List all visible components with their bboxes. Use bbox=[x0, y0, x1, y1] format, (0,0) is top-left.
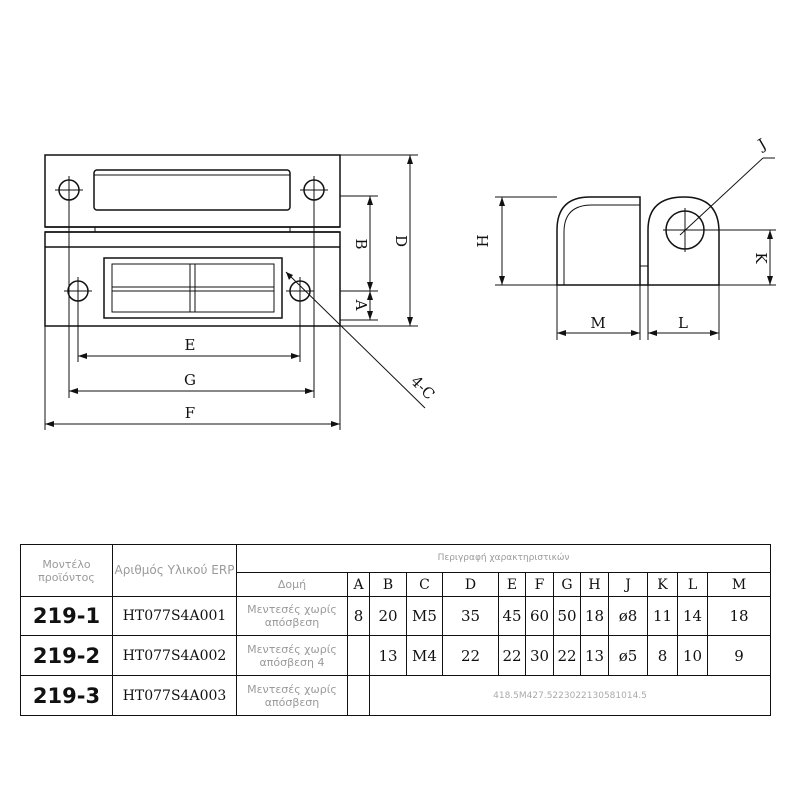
dim-label-4-C: 4-C bbox=[407, 372, 439, 404]
mounting-hole-tr bbox=[300, 176, 328, 204]
erp-number: HT077S4A001 bbox=[113, 597, 237, 636]
header-dim: B bbox=[370, 573, 407, 597]
value-cell: 50 bbox=[554, 597, 581, 636]
dim-label-E: E bbox=[184, 336, 196, 354]
header-dim: M bbox=[708, 573, 771, 597]
value-cell: 20 bbox=[370, 597, 407, 636]
value-cell: 13 bbox=[370, 636, 407, 676]
dim-label-M: M bbox=[590, 314, 606, 332]
value-cell: 13 bbox=[581, 636, 609, 676]
header-description: Περιγραφή χαρακτηριστικών bbox=[237, 545, 771, 573]
value-cell: M5 bbox=[407, 597, 443, 636]
top-leaf bbox=[45, 155, 340, 227]
header-dim: D bbox=[443, 573, 499, 597]
structure-cell: Μεντεσές χωρίς απόσβεση bbox=[237, 597, 348, 636]
value-cell: 11 bbox=[648, 597, 678, 636]
value-cell: 22 bbox=[554, 636, 581, 676]
header-structure: Δομή bbox=[237, 573, 348, 597]
header-dim: G bbox=[554, 573, 581, 597]
cross-window bbox=[104, 258, 282, 318]
header-dim: K bbox=[648, 573, 678, 597]
structure-cell: Μεντεσές χωρίς απόσβεση bbox=[237, 676, 348, 716]
value-cell bbox=[348, 676, 370, 716]
value-cell: 45 bbox=[499, 597, 526, 636]
mounting-hole-br bbox=[286, 277, 314, 305]
dim-label-D: D bbox=[392, 234, 410, 248]
faint-values-text: 418.5M427.5223022130581014.5 bbox=[370, 676, 771, 716]
mounting-hole-bl bbox=[64, 277, 92, 305]
header-model: Μοντέλο προϊόντος bbox=[21, 545, 113, 597]
erp-number: HT077S4A002 bbox=[113, 636, 237, 676]
value-cell: 30 bbox=[526, 636, 554, 676]
dim-label-G: G bbox=[184, 371, 196, 389]
spec-table bbox=[20, 544, 771, 716]
header-erp: Αριθμός Υλικού ERP bbox=[113, 545, 237, 597]
value-cell: M4 bbox=[407, 636, 443, 676]
model-number: 219-2 bbox=[21, 636, 113, 676]
value-cell: 8 bbox=[348, 597, 370, 636]
value-cell bbox=[348, 636, 370, 676]
value-cell: 9 bbox=[708, 636, 771, 676]
header-dim: H bbox=[581, 573, 609, 597]
value-cell: 14 bbox=[678, 597, 708, 636]
mounting-hole-tl bbox=[55, 176, 83, 204]
structure-cell: Μεντεσές χωρίς απόσβεση 4 bbox=[237, 636, 348, 676]
side-view bbox=[557, 197, 719, 285]
header-dim: J bbox=[609, 573, 648, 597]
dim-label-A: A bbox=[352, 299, 370, 311]
dim-label-K: K bbox=[752, 252, 770, 264]
header-dim: A bbox=[348, 573, 370, 597]
model-number: 219-3 bbox=[21, 676, 113, 716]
header-dim: F bbox=[526, 573, 554, 597]
table-row bbox=[21, 636, 771, 676]
value-cell: 22 bbox=[499, 636, 526, 676]
value-cell: 60 bbox=[526, 597, 554, 636]
dim-label-L: L bbox=[678, 314, 688, 332]
dim-label-J: J bbox=[755, 134, 770, 154]
top-leaf-slot bbox=[94, 170, 290, 210]
value-cell: ø8 bbox=[609, 597, 648, 636]
dim-label-F: F bbox=[184, 404, 196, 422]
dim-label-H: H bbox=[474, 234, 492, 248]
value-cell: 35 bbox=[443, 597, 499, 636]
value-cell: 18 bbox=[581, 597, 609, 636]
value-cell: 22 bbox=[443, 636, 499, 676]
value-cell: 8 bbox=[648, 636, 678, 676]
header-dim: E bbox=[499, 573, 526, 597]
value-cell: 10 bbox=[678, 636, 708, 676]
table-row bbox=[21, 597, 771, 636]
erp-number: HT077S4A003 bbox=[113, 676, 237, 716]
table-row bbox=[21, 676, 771, 716]
header-dim: C bbox=[407, 573, 443, 597]
header-dim: L bbox=[678, 573, 708, 597]
dim-label-B: B bbox=[352, 238, 370, 250]
value-cell: 18 bbox=[708, 597, 771, 636]
value-cell: ø5 bbox=[609, 636, 648, 676]
model-number: 219-1 bbox=[21, 597, 113, 636]
